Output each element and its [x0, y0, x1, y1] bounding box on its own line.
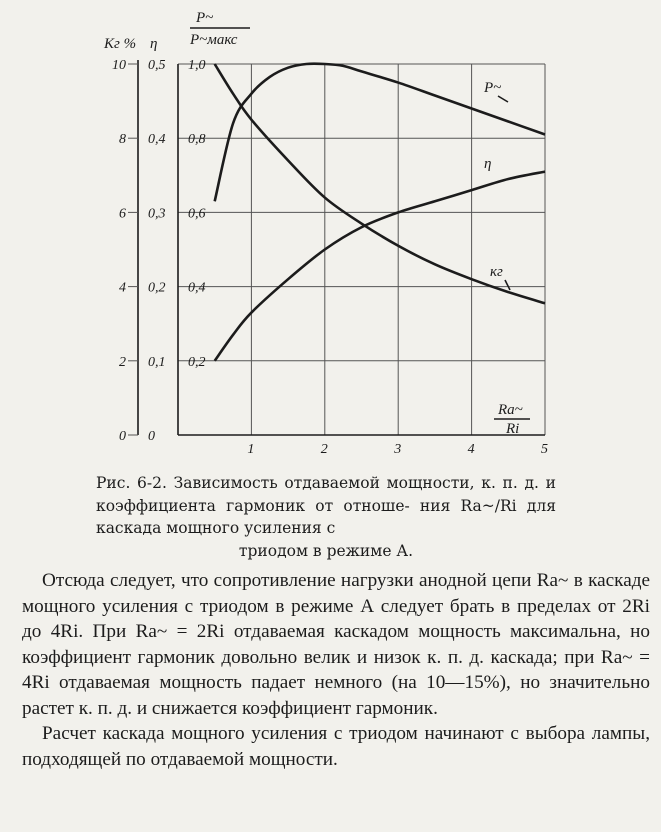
kg-axis-title: Kг %	[104, 36, 137, 52]
eta-tick-label: 0,2	[148, 280, 166, 296]
eta-tick-label: 0,3	[148, 206, 166, 222]
kg-tick-label: 4	[119, 280, 126, 296]
kg-tick-label: 0	[119, 429, 126, 444]
p-tick-label: 0,4	[188, 280, 206, 296]
curve-label-kg-leader	[505, 280, 510, 290]
kg-tick-label: 10	[112, 58, 126, 73]
chart-axes	[128, 60, 545, 435]
caption-line-4: триодом в режиме А.	[238, 541, 414, 560]
p-tick-label: 0,8	[188, 132, 206, 148]
p-tick-label: 1,0	[188, 58, 206, 73]
body-text	[22, 568, 650, 772]
p-tick-label: 0,6	[188, 206, 206, 222]
eta-tick-label: 0,1	[148, 354, 166, 370]
x-tick-label: 1	[247, 442, 255, 457]
x-axis-title-numerator: Ra~	[498, 402, 523, 418]
x-tick-label: 5	[541, 442, 548, 457]
chart-labels	[103, 10, 548, 457]
curve-label-eta: η	[484, 156, 492, 172]
x-tick-label: 3	[394, 442, 402, 457]
paragraph-2: Расчет каскада мощного усиления с триодом начинают с выбора лампы, подходящей по отдаваемой мощности.	[22, 723, 650, 770]
curve-label-p-leader	[498, 96, 508, 102]
eta-tick-label: 0,5	[148, 58, 166, 73]
caption-line-3: ния Ra~/Ri для каскада мощного усиления с	[96, 496, 556, 537]
curve-label-kg: кг	[490, 264, 503, 280]
kg-tick-label: 8	[119, 132, 126, 148]
caption-line-1: Рис. 6-2. Зависимость отдаваемой мощности,	[96, 474, 475, 492]
p-axis-title-numerator: P~	[196, 10, 214, 26]
p-axis-title-denominator: P~макс	[190, 32, 238, 48]
x-tick-label: 2	[320, 442, 328, 457]
paragraph-1: Отсюда следует, что сопротивление нагрузки анодной цепи Ra~ в каскаде мощного усиления с триодом в режиме А следует брать в пределах от 2Ri до 4Ri. При Ra~ = 2Ri отдаваемая каскадом мощность максимальна, но коэффициент гармоник довольно велик и низок к. п. д. каскада; при Ra~ = 4Ri отдаваемая мощность падает немного (на 10—15%), но значительно растет к. п. д. и снижается коэффициент гармоник.	[22, 570, 650, 719]
curve-label-p: P~	[484, 80, 502, 96]
kg-tick-label: 2	[119, 354, 126, 370]
kg-tick-label: 6	[119, 206, 126, 222]
figure-caption	[96, 472, 556, 562]
eta-tick-label: 0	[148, 429, 155, 444]
p-tick-label: 0,2	[188, 354, 206, 370]
x-tick-label: 4	[467, 442, 475, 457]
caption-line-2: к. п. д. и коэффициента гармоник от отноше-	[96, 474, 556, 515]
eta-axis-title: η	[150, 36, 158, 52]
x-axis-title-denominator: Ri	[506, 421, 520, 437]
eta-tick-label: 0,4	[148, 132, 166, 148]
